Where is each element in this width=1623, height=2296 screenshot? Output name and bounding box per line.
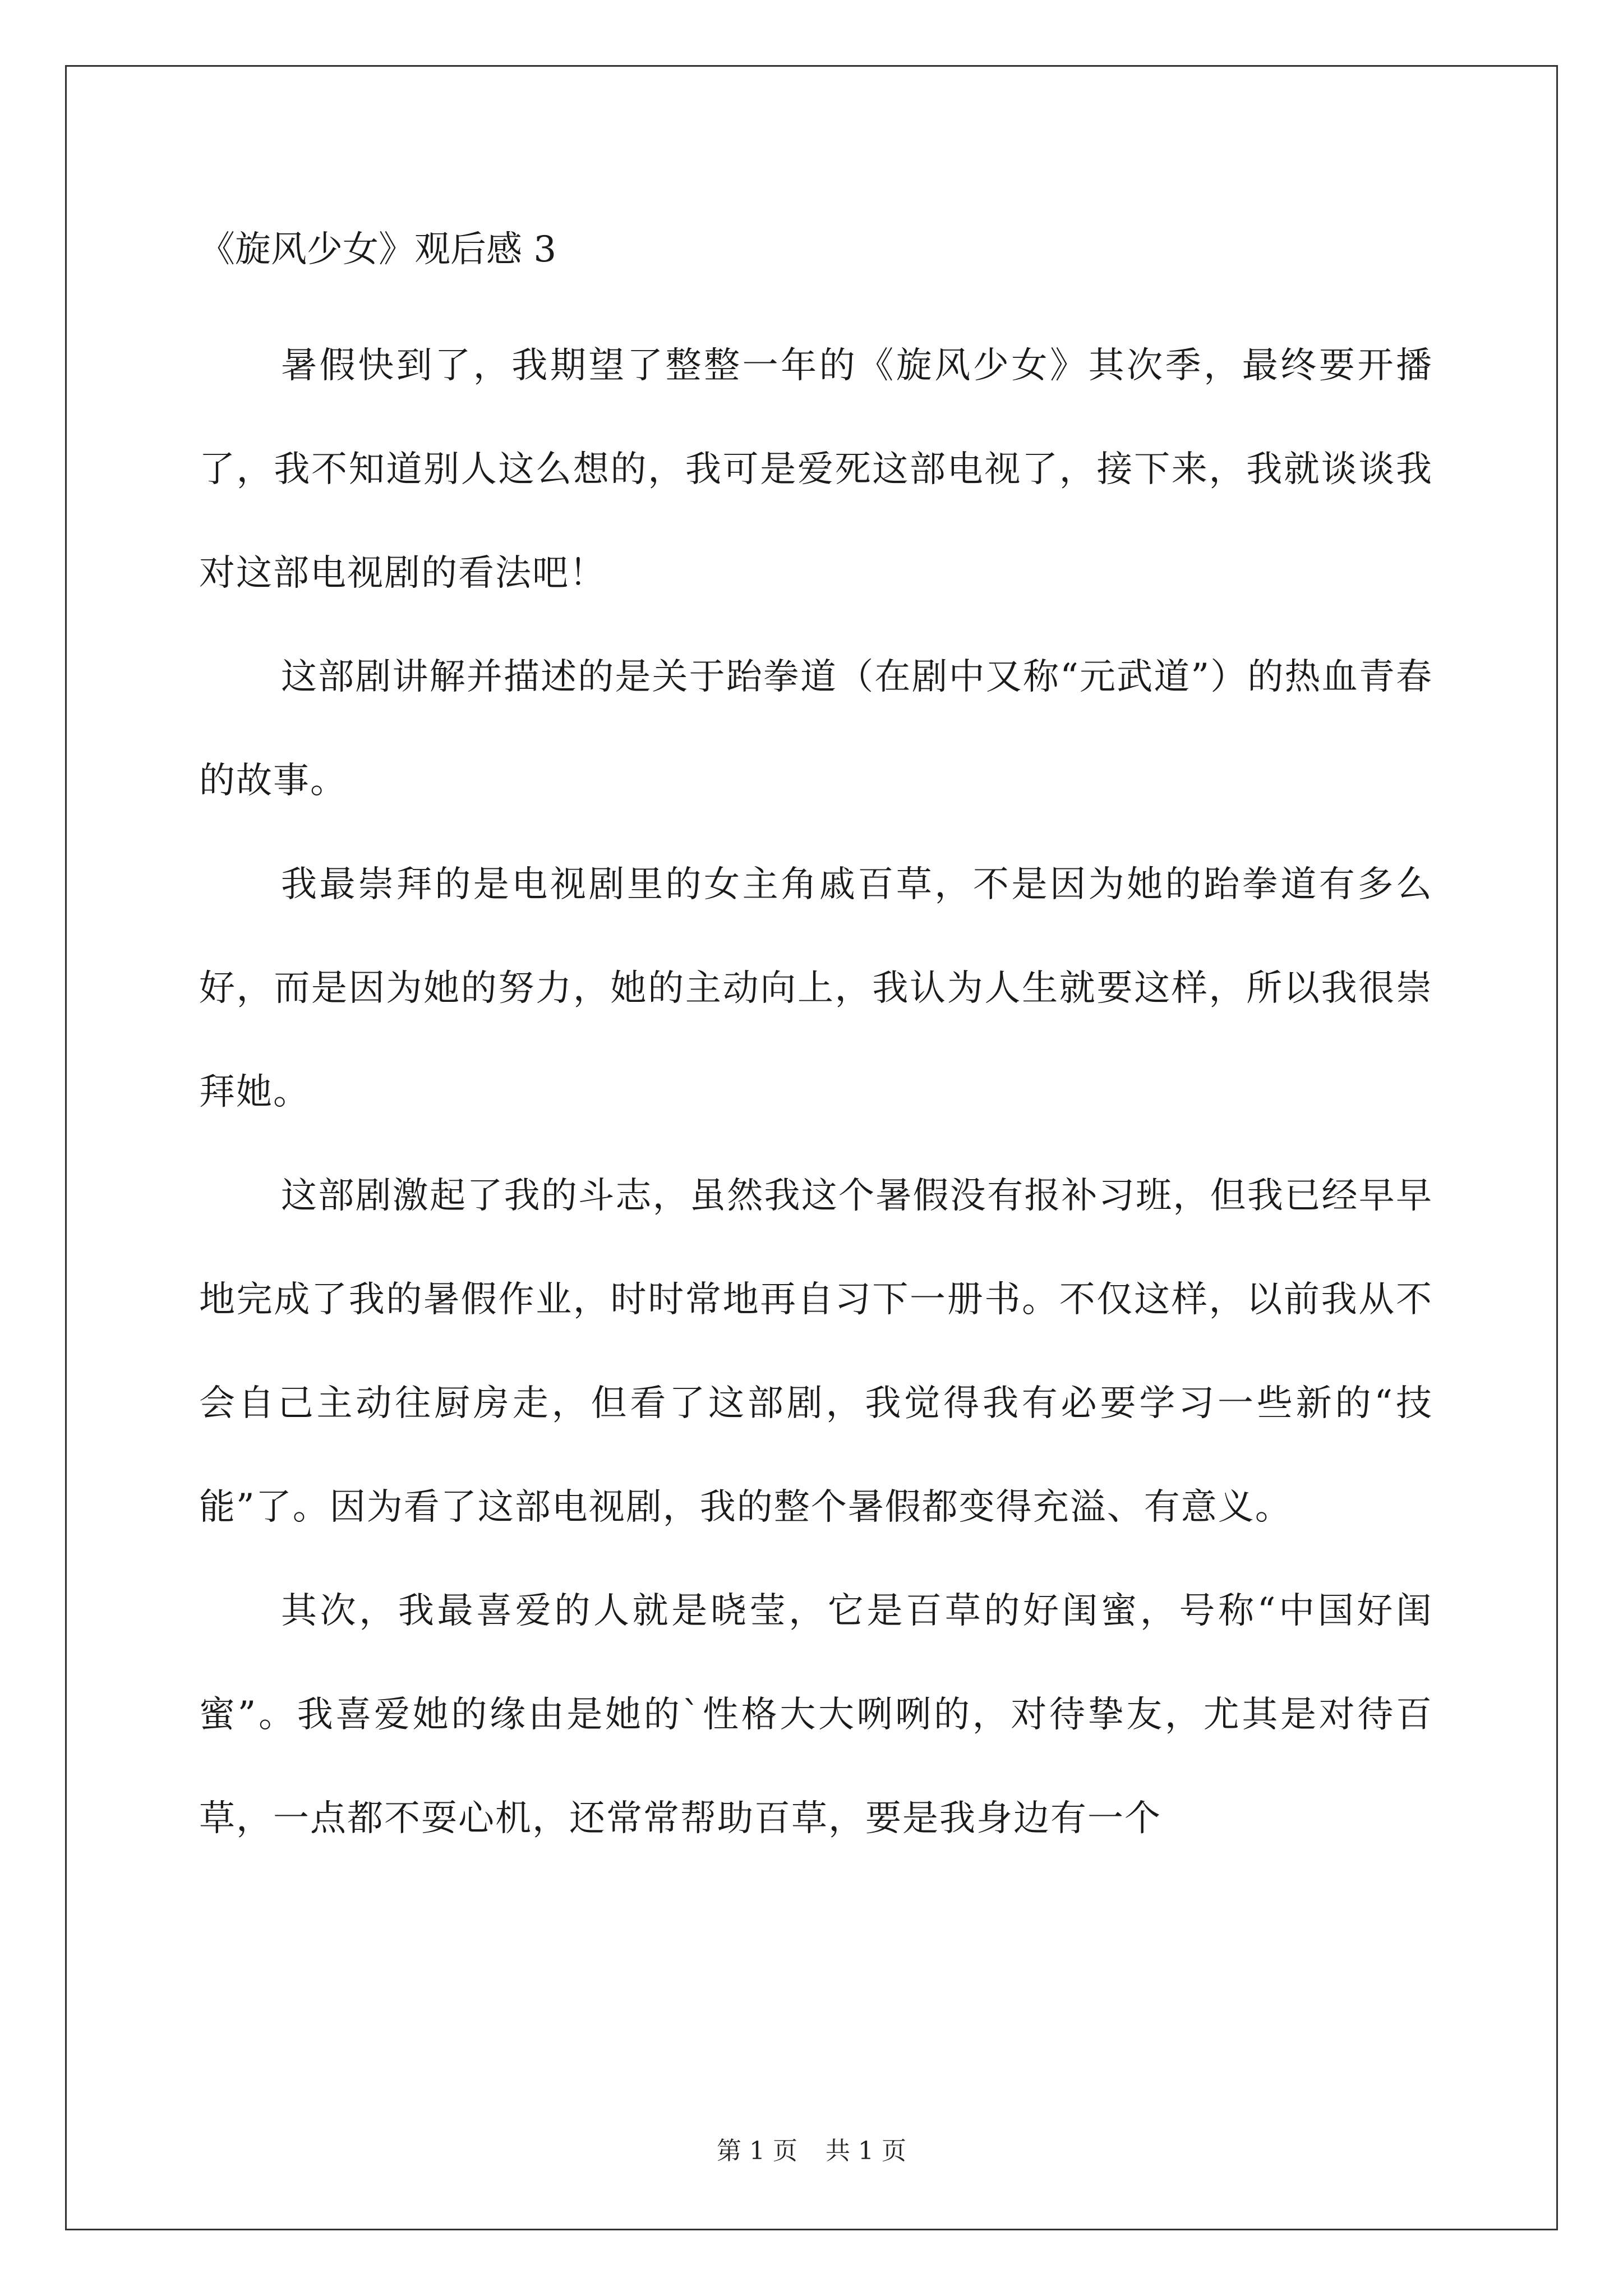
page-number-total: 共 1 页 [826,2137,906,2165]
paragraph: 这部剧讲解并描述的是关于跆拳道（在剧中又称“元武道”）的热血青春的故事。 [199,656,1433,802]
paragraph: 暑假快到了，我期望了整整一年的《旋风少女》其次季，最终要开播了，我不知道别人这么想的，我可是爱死这部电视了，接下来，我就谈谈我对这部电视剧的看法吧！ [199,345,1433,594]
paragraph: 这部剧激起了我的斗志，虽然我这个暑假没有报补习班，但我已经早早地完成了我的暑假作业，时时常地再自习下一册书。不仅这样，以前我从不会自己主动往厨房走，但看了这部剧，我觉得我有必要学习一些新的“技能”了。因为看了这部电视剧，我的整个暑假都变得充溢、有意义。 [199,1175,1433,1528]
page-number-current: 第 1 页 [717,2137,797,2165]
document-body [199,314,1433,1871]
page-footer [0,2134,1623,2168]
paragraph: 我最崇拜的是电视剧里的女主角戚百草，不是因为她的跆拳道有多么好，而是因为她的努力，她的主动向上，我认为人生就要这样，所以我很崇拜她。 [199,864,1433,1113]
paragraph: 其次，我最喜爱的人就是晓莹，它是百草的好闺蜜，号称“中国好闺蜜”。我喜爱她的缘由是她的`性格大大咧咧的，对待挚友，尤其是对待百草，一点都不耍心机，还常常帮助百草，要是我身边有一个 [199,1590,1433,1839]
document-title: 《旋风少女》观后感 3 [199,229,557,270]
